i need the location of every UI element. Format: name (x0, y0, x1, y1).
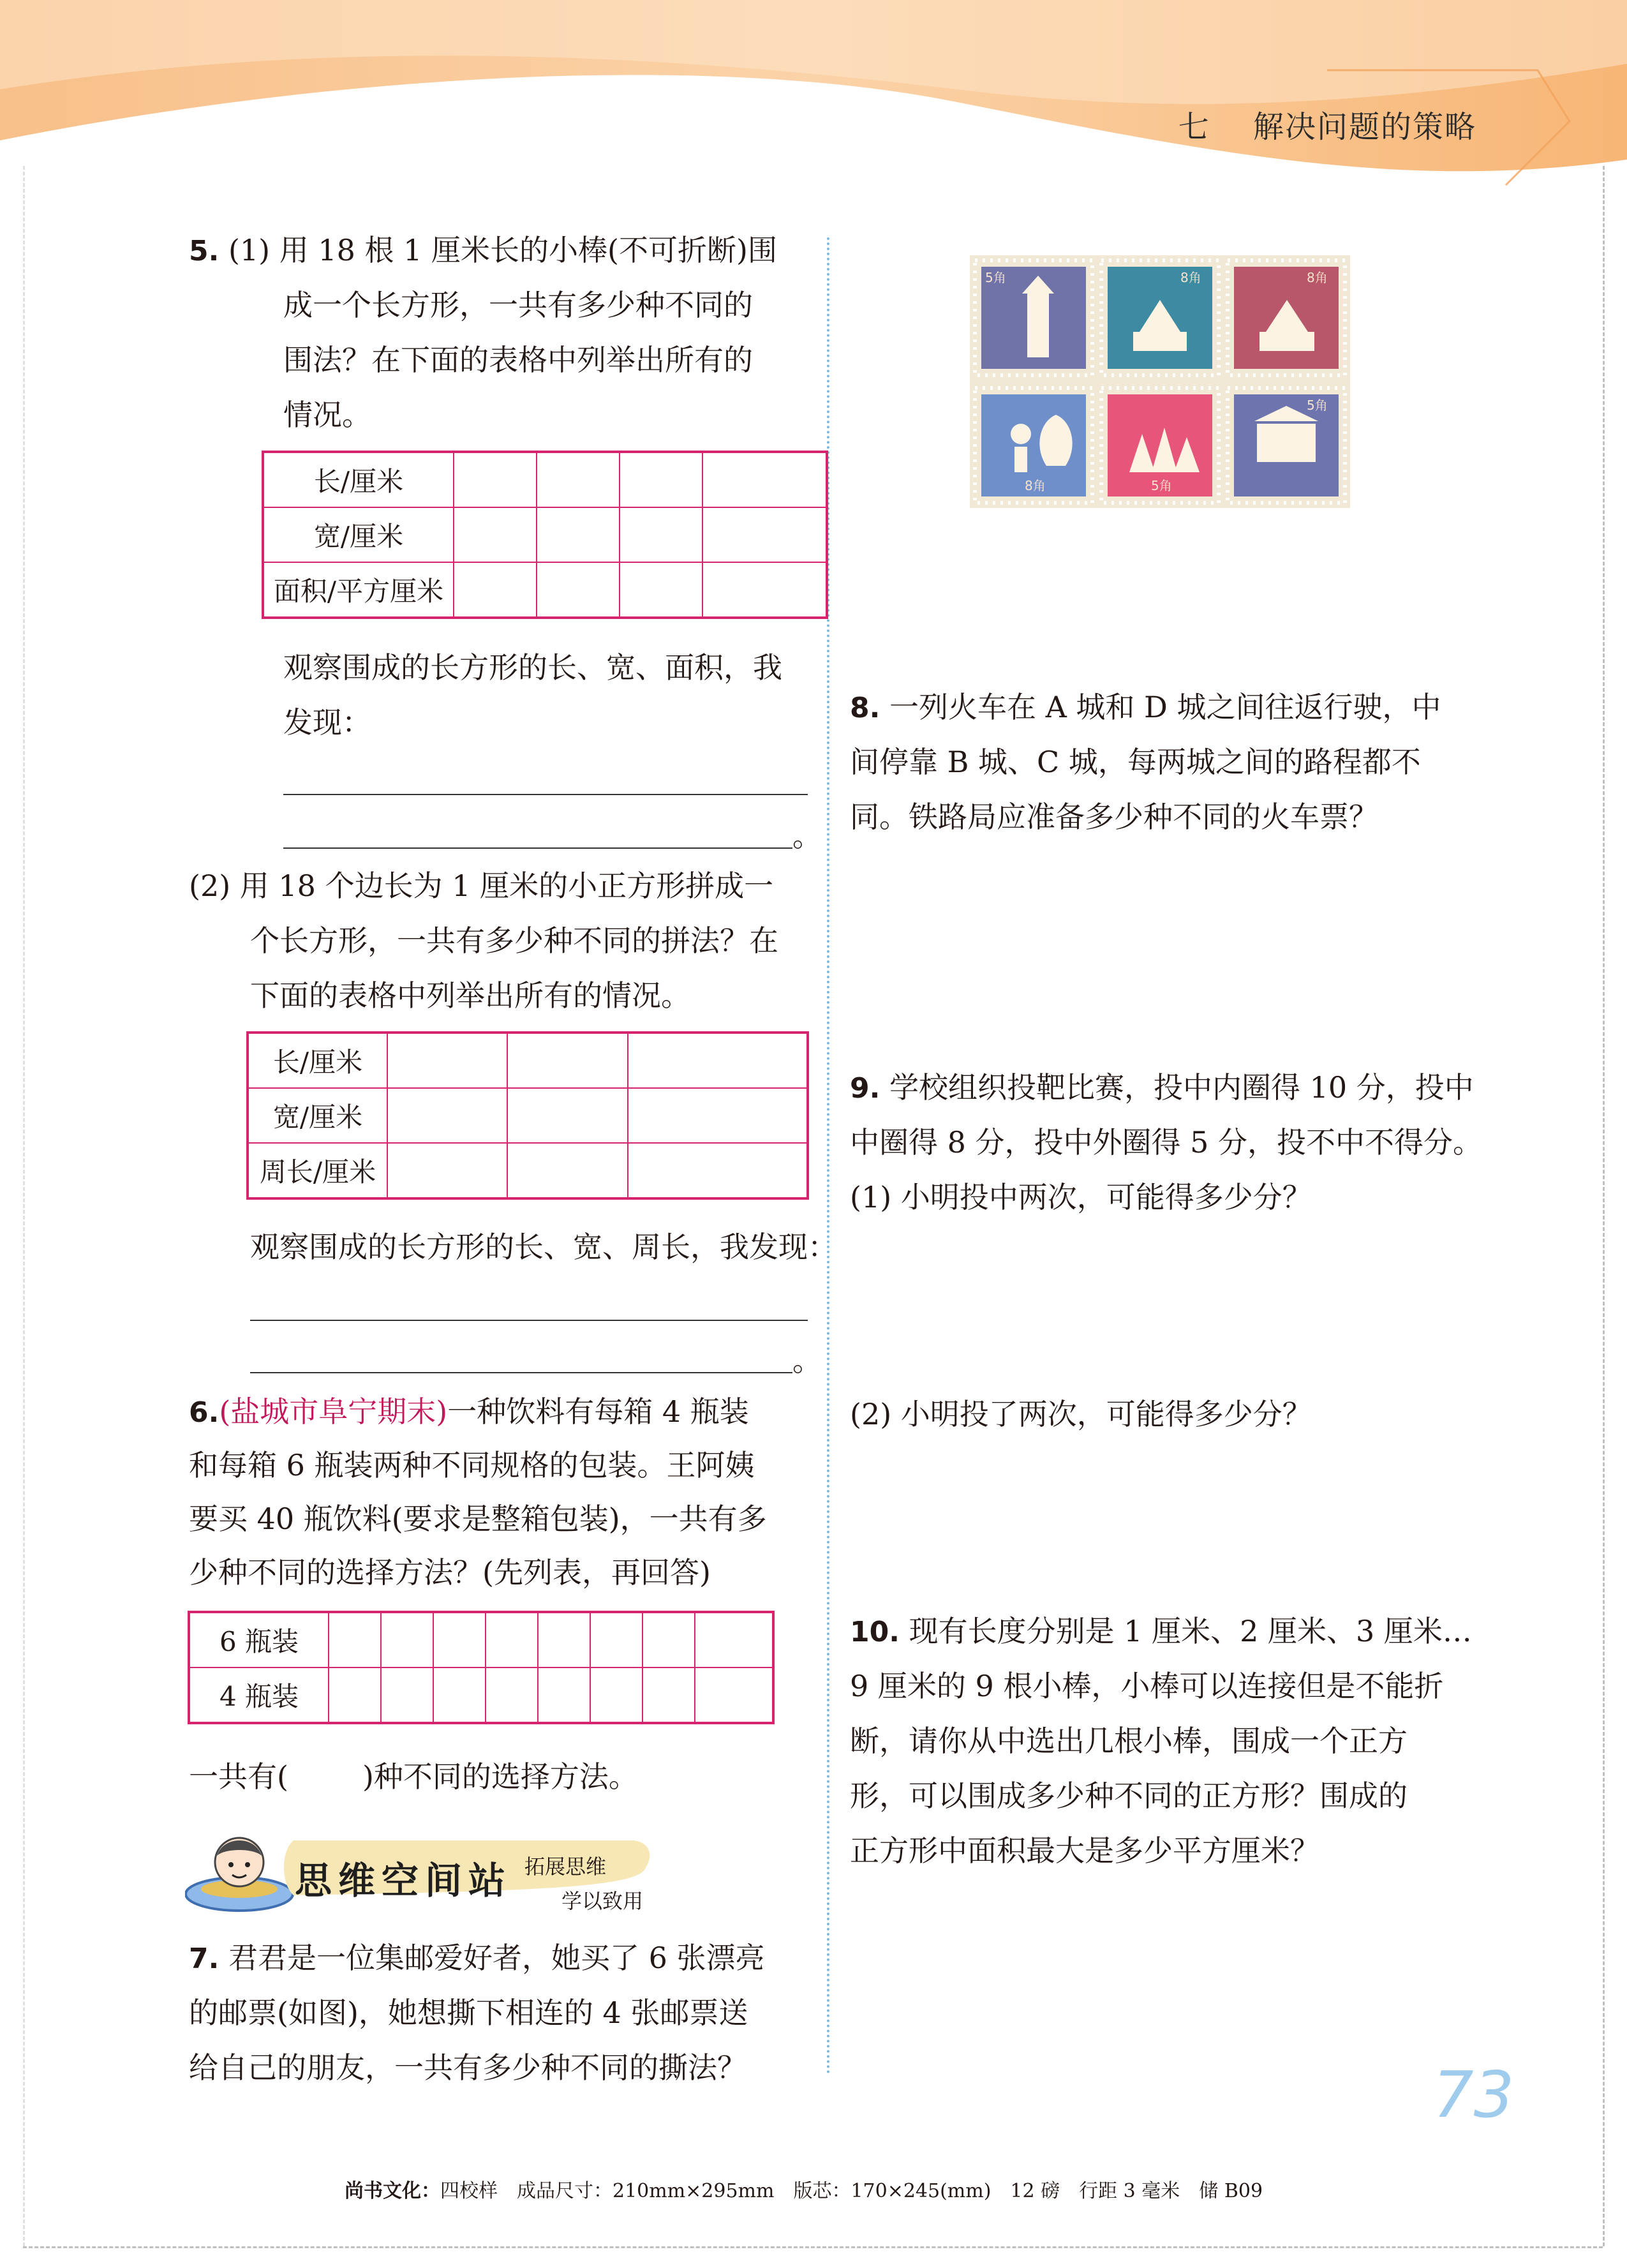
answer-line[interactable] (283, 847, 792, 849)
table-row (248, 1033, 808, 1088)
stamp-value: 5角 (1307, 398, 1328, 413)
q5-line-1 (189, 223, 777, 278)
q9-line-2: 中圈得 8 分，投中外圈得 5 分，投不中不得分。 (850, 1125, 1483, 1160)
q6-answer-suffix: )种不同的选择方法。 (362, 1759, 638, 1794)
table-cell[interactable] (387, 1143, 507, 1198)
q5-part2-observe: 观察围成的长方形的长、宽、周长，我发现： (250, 1230, 837, 1264)
page-border-right (1603, 166, 1605, 2246)
q9-sub-1: (1) 小明投中两次，可能得多少分？ (850, 1180, 1312, 1214)
stamp-value: 5角 (1151, 478, 1172, 493)
q5-part1-text-1: 用 18 根 1 厘米长的小棒(不可折断)围 (279, 233, 777, 267)
table-cell[interactable] (695, 1667, 773, 1723)
q8-line-1 (850, 680, 1441, 735)
q5-part2-line-1 (189, 859, 773, 913)
q10-line-5: 正方形中面积最大是多少平方厘米？ (850, 1833, 1319, 1868)
q5-part2-table (246, 1031, 809, 1200)
table-cell[interactable] (537, 452, 620, 507)
table-cell[interactable] (507, 1143, 627, 1198)
q5-part1-period: 。 (792, 819, 822, 853)
row-header: 4 瓶装 (189, 1667, 329, 1723)
q6-line-4: 少种不同的选择方法？(先列表，再回答) (189, 1555, 711, 1590)
answer-line[interactable] (250, 1372, 792, 1373)
q7-line-3: 给自己的朋友，一共有多少种不同的撕法？ (189, 2050, 747, 2085)
q9-sub-2: (2) 小明投了两次，可能得多少分？ (850, 1397, 1312, 1431)
q6-source: (盐城市阜宁期末) (219, 1394, 448, 1429)
q5-part2-period: 。 (792, 1343, 822, 1378)
q5-line-3: 围法？在下面的表格中列举出所有的 (283, 343, 753, 377)
table-cell[interactable] (538, 1667, 590, 1723)
q6-answer (189, 1750, 638, 1803)
table-cell[interactable] (628, 1033, 808, 1088)
stamp-value: 8角 (1180, 270, 1201, 285)
table-cell[interactable] (702, 507, 827, 562)
banner-title: 思维空间站 (295, 1859, 512, 1902)
table-cell[interactable] (643, 1612, 695, 1667)
q5-line-4: 情况。 (283, 398, 371, 432)
table-cell[interactable] (620, 507, 702, 562)
q5-part2-line-2: 个长方形，一共有多少种不同的拼法？在 (250, 923, 778, 958)
table-cell[interactable] (695, 1612, 773, 1667)
table-cell[interactable] (702, 562, 827, 618)
table-cell[interactable] (381, 1667, 433, 1723)
table-cell[interactable] (454, 452, 537, 507)
answer-line[interactable] (250, 1320, 808, 1321)
table-row (263, 562, 827, 618)
chapter-title (1178, 102, 1476, 146)
row-header: 长/厘米 (248, 1033, 387, 1088)
q10-number: 10. (850, 1616, 900, 1648)
q6-line-1 (189, 1385, 749, 1440)
table-cell[interactable] (454, 562, 537, 618)
q5-part1-observe-1: 观察围成的长方形的长、宽、面积，我 (283, 650, 782, 685)
table-cell[interactable] (628, 1143, 808, 1198)
q5-part1-table (262, 451, 828, 619)
q6-table (188, 1611, 775, 1724)
table-row (248, 1088, 808, 1143)
q8-number: 8. (850, 692, 880, 724)
q8-line-3: 同。铁路局应准备多少种不同的火车票？ (850, 800, 1378, 834)
banner-subtitle-1: 拓展思维 (524, 1854, 607, 1879)
q8-line-2: 间停靠 B 城、C 城，每两城之间的路程都不 (850, 745, 1421, 779)
footer-brand: 尚书文化： (345, 2180, 440, 2202)
q9-line-1 (850, 1061, 1474, 1115)
print-footer (345, 2175, 1263, 2203)
table-cell[interactable] (507, 1088, 627, 1143)
q5-number: 5. (189, 235, 219, 267)
table-cell[interactable] (620, 562, 702, 618)
q5-part1-observe-2: 发现： (283, 705, 371, 740)
table-row (189, 1612, 773, 1667)
row-header: 6 瓶装 (189, 1612, 329, 1667)
table-row (263, 507, 827, 562)
table-cell[interactable] (590, 1667, 643, 1723)
table-cell[interactable] (387, 1088, 507, 1143)
stamp-value: 8角 (1307, 270, 1328, 285)
table-cell[interactable] (620, 452, 702, 507)
q10-line-1 (850, 1604, 1472, 1659)
stamps-illustration (970, 255, 1350, 508)
table-cell[interactable] (329, 1612, 381, 1667)
table-cell[interactable] (702, 452, 827, 507)
q5-line-2: 成一个长方形，一共有多少种不同的 (283, 288, 753, 322)
table-cell[interactable] (538, 1612, 590, 1667)
q10-line-4: 形，可以围成多少种不同的正方形？围成的 (850, 1779, 1408, 1813)
table-cell[interactable] (381, 1612, 433, 1667)
q10-line-3: 断，请你从中选出几根小棒，围成一个正方 (850, 1724, 1408, 1758)
table-cell[interactable] (486, 1667, 538, 1723)
table-row (248, 1143, 808, 1198)
table-cell[interactable] (433, 1612, 486, 1667)
q5-part2-marker: (2) (189, 869, 231, 903)
q7-number: 7. (189, 1943, 219, 1975)
table-cell[interactable] (387, 1033, 507, 1088)
q7-line-2: 的邮票(如图)，她想撕下相连的 4 张邮票送 (189, 1996, 748, 2030)
row-header: 周长/厘米 (248, 1143, 387, 1198)
chapter-number: 七 (1178, 109, 1210, 145)
table-cell[interactable] (433, 1667, 486, 1723)
q9-text-1: 学校组织投靶比赛，投中内圈得 10 分，投中 (889, 1070, 1474, 1105)
banner-subtitle-2: 学以致用 (561, 1889, 644, 1913)
q5-part2-text-1: 用 18 个边长为 1 厘米的小正方形拼成一 (239, 869, 774, 903)
table-cell[interactable] (537, 507, 620, 562)
row-header: 宽/厘米 (248, 1088, 387, 1143)
q6-line-3: 要买 40 瓶饮料(要求是整箱包装)，一共有多 (189, 1502, 767, 1536)
page-border-bottom (23, 2246, 1603, 2248)
page-border-left (23, 166, 25, 2246)
table-cell[interactable] (643, 1667, 695, 1723)
chapter-name: 解决问题的策略 (1252, 109, 1476, 145)
q6-number: 6. (189, 1396, 219, 1429)
q6-text-1: 一种饮料有每箱 4 瓶装 (447, 1394, 749, 1429)
row-header: 宽/厘米 (263, 507, 454, 562)
row-header: 长/厘米 (263, 452, 454, 507)
q6-answer-prefix: 一共有( (189, 1759, 288, 1794)
stamp-value: 8角 (1025, 478, 1046, 493)
table-cell[interactable] (329, 1667, 381, 1723)
q10-line-2: 9 厘米的 9 根小棒，小棒可以连接但是不能折 (850, 1669, 1444, 1703)
footer-specs: 四校样 成品尺寸：210mm×295mm 版芯：170×245(mm) 12 磅 行距 3 毫米 储 B09 (440, 2180, 1263, 2202)
table-cell[interactable] (590, 1612, 643, 1667)
table-cell[interactable] (454, 507, 537, 562)
q7-line-1 (189, 1931, 764, 1986)
q9-number: 9. (850, 1072, 880, 1105)
stamp-value: 5角 (985, 270, 1006, 285)
q5-part2-line-3: 下面的表格中列举出所有的情况。 (250, 978, 690, 1013)
page-number: 73 (1433, 2057, 1515, 2132)
table-row (189, 1667, 773, 1723)
table-cell[interactable] (628, 1088, 808, 1143)
table-cell[interactable] (507, 1033, 627, 1088)
row-header: 面积/平方厘米 (263, 562, 454, 618)
answer-line[interactable] (283, 794, 808, 795)
q6-line-2: 和每箱 6 瓶装两种不同规格的包装。王阿姨 (189, 1448, 755, 1482)
table-cell[interactable] (486, 1612, 538, 1667)
q10-text-1: 现有长度分别是 1 厘米、2 厘米、3 厘米… (909, 1614, 1472, 1648)
table-cell[interactable] (537, 562, 620, 618)
q7-text-1: 君君是一位集邮爱好者，她买了 6 张漂亮 (228, 1941, 765, 1975)
q8-text-1: 一列火车在 A 城和 D 城之间往返行驶，中 (889, 690, 1441, 724)
q5-part1-marker: (1) (228, 233, 271, 267)
table-row (263, 452, 827, 507)
